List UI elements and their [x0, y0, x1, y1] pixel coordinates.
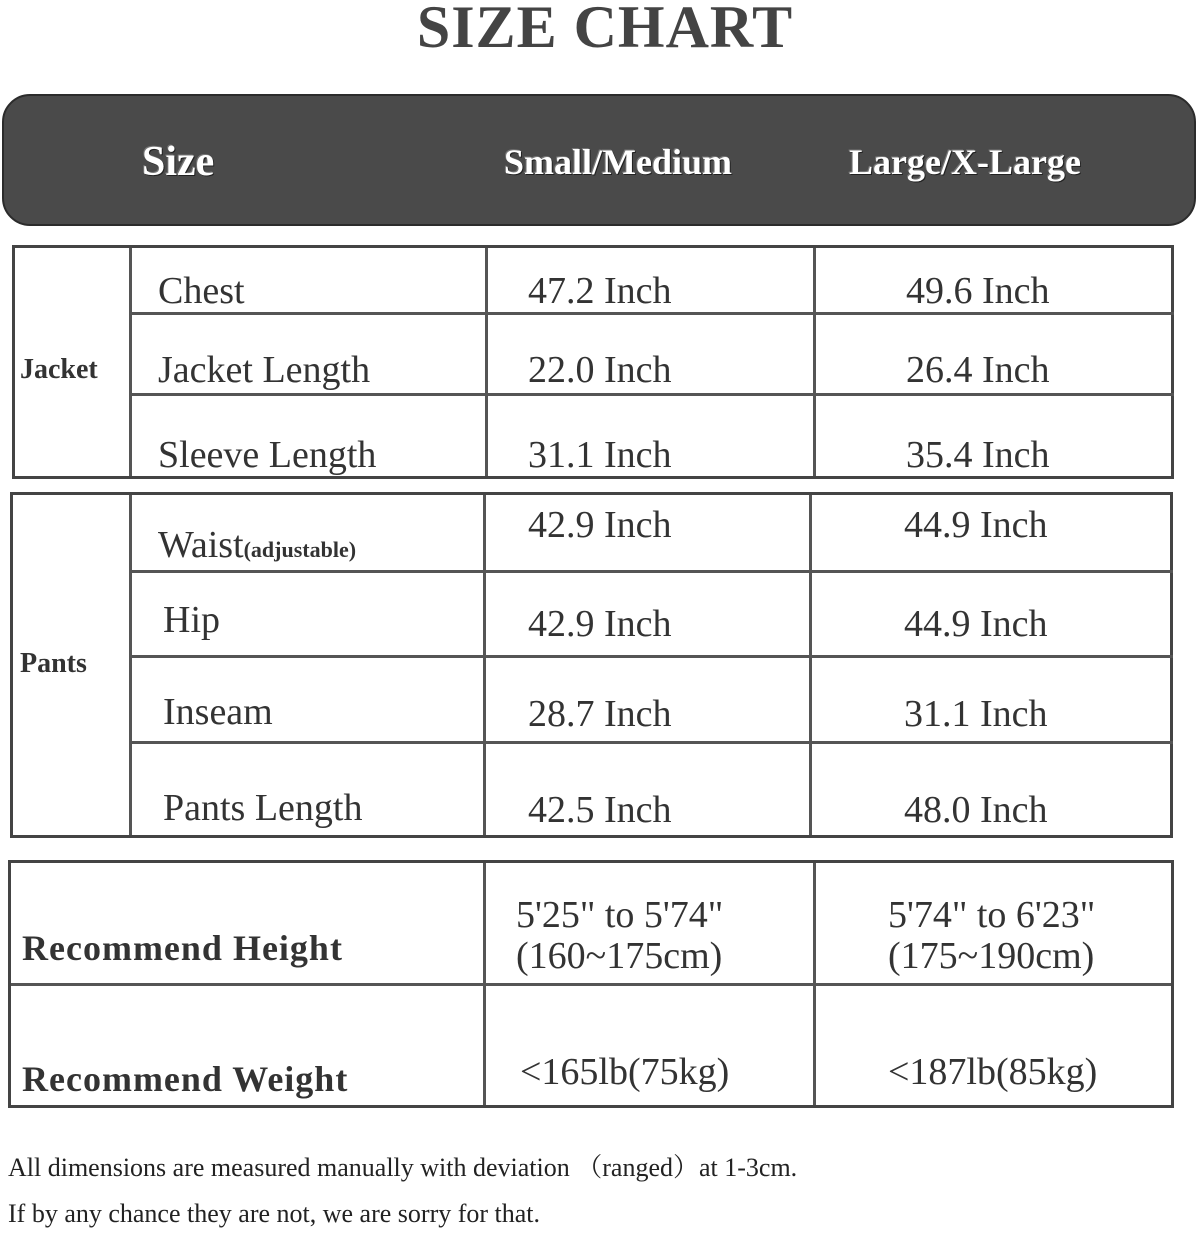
table-cell: 31.1 Inch	[528, 434, 672, 476]
table-cell: 48.0 Inch	[904, 789, 1048, 831]
table-cell: 44.9 Inch	[904, 603, 1048, 645]
table-cell: 22.0 Inch	[528, 349, 672, 391]
waist-sublabel: (adjustable)	[243, 537, 357, 562]
table-cell: 5'74" to 6'23"	[888, 894, 1096, 936]
table-cell: (160~175cm)	[516, 935, 723, 977]
table-cell: 47.2 Inch	[528, 270, 672, 312]
table-cell: <187lb(85kg)	[888, 1051, 1098, 1093]
table-cell: 5'25" to 5'74"	[516, 894, 724, 936]
table-cell: 28.7 Inch	[528, 693, 672, 735]
table-cell: 42.5 Inch	[528, 789, 672, 831]
table-row-label: Sleeve Length	[158, 434, 377, 476]
table-row-label: Chest	[158, 270, 245, 312]
table-row-label: Pants Length	[163, 787, 363, 829]
table-cell: 35.4 Inch	[906, 434, 1050, 476]
page-title: SIZE CHART	[416, 0, 794, 60]
table-cell: 42.9 Inch	[528, 504, 672, 546]
table-cell: 31.1 Inch	[904, 693, 1048, 735]
table-cell: (175~190cm)	[888, 935, 1095, 977]
small-medium-header: Small/Medium	[504, 142, 733, 182]
recommend-height-label: Recommend Height	[22, 928, 343, 968]
jacket-group-label: Jacket	[20, 354, 98, 385]
table-row-label	[158, 523, 356, 567]
note-line: If by any chance they are not, we are sorry for that.	[8, 1199, 541, 1228]
size-header: Size	[142, 139, 215, 185]
note-line: All dimensions are measured manually with deviation （ranged）at 1-3cm.	[8, 1153, 798, 1182]
table-row-label: Hip	[163, 599, 220, 641]
table-cell: 49.6 Inch	[906, 270, 1050, 312]
table-header	[2, 94, 1196, 226]
table-cell: 42.9 Inch	[528, 603, 672, 645]
table-cell: <165lb(75kg)	[520, 1051, 730, 1093]
waist-label: Waist	[158, 524, 244, 566]
pants-group-label: Pants	[20, 648, 87, 679]
large-xlarge-header: Large/X-Large	[849, 142, 1081, 182]
table-row-label: Jacket Length	[158, 349, 371, 391]
table-row-label: Inseam	[163, 691, 273, 733]
table-cell: 26.4 Inch	[906, 349, 1050, 391]
table-cell: 44.9 Inch	[904, 504, 1048, 546]
recommend-weight-label: Recommend Weight	[22, 1059, 349, 1099]
